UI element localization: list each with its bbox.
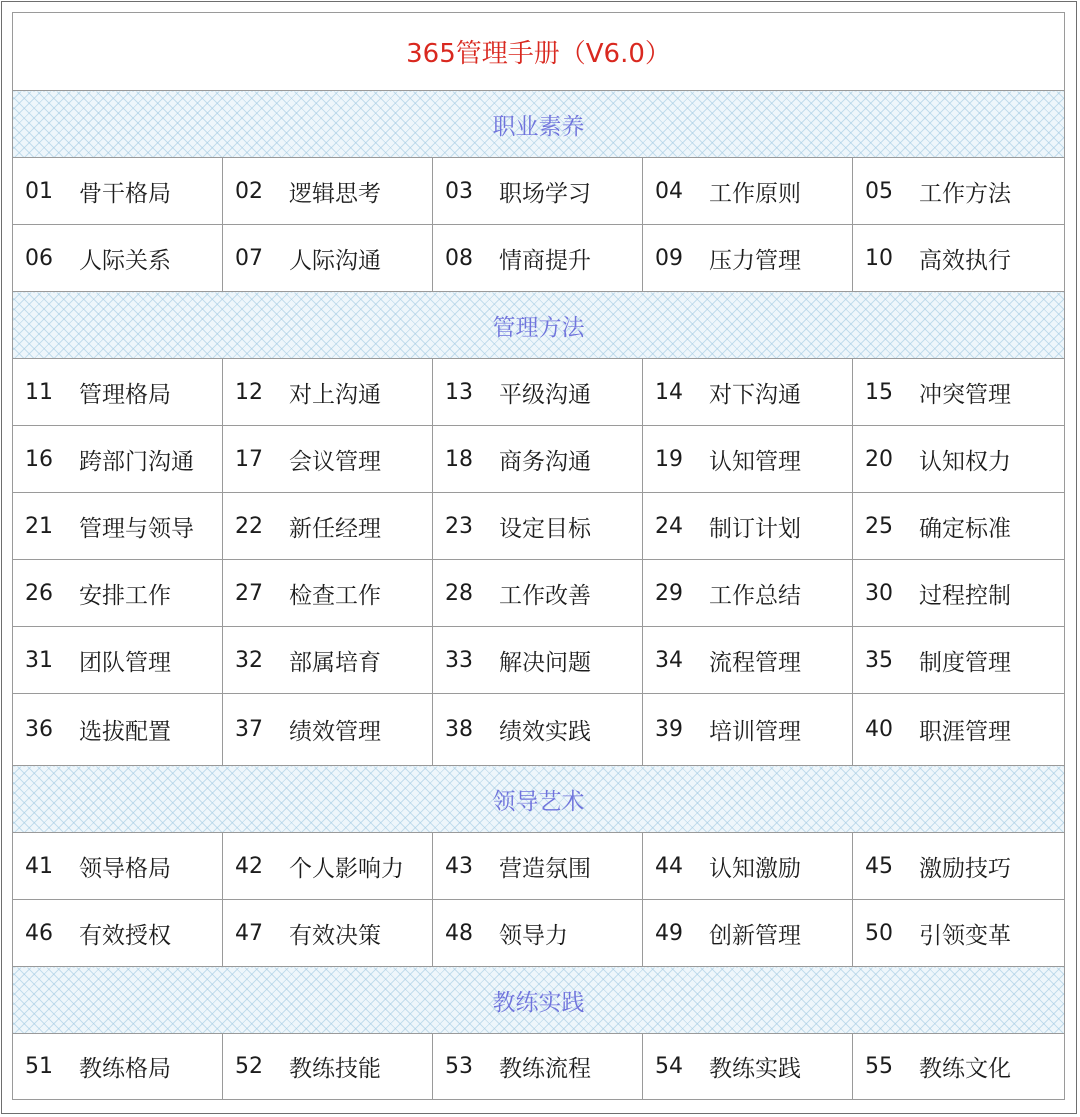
item-number: 17 (235, 446, 263, 472)
item-label: 情商提升 (499, 247, 591, 274)
item-cell (13, 359, 223, 426)
manual-item-link[interactable] (13, 510, 222, 543)
item-number: 02 (235, 178, 263, 204)
section-header: 领导艺术 (13, 766, 1065, 833)
item-cell (223, 225, 433, 292)
item-number: 43 (445, 853, 473, 879)
item-label: 工作方法 (919, 180, 1011, 207)
manual-item-link[interactable] (853, 1050, 1064, 1083)
item-cell (853, 900, 1065, 967)
item-row (13, 359, 1065, 426)
item-number: 47 (235, 920, 263, 946)
item-row (13, 627, 1065, 694)
item-label: 设定目标 (499, 515, 591, 542)
item-label: 绩效实践 (499, 719, 591, 745)
item-cell (433, 1034, 643, 1100)
manual-item-link[interactable] (223, 577, 432, 610)
manual-item-link[interactable] (433, 850, 642, 883)
item-cell (223, 426, 433, 493)
item-cell (853, 833, 1065, 900)
item-cell (433, 694, 643, 766)
item-row (13, 833, 1065, 900)
manual-item-link[interactable] (13, 242, 222, 275)
item-number: 32 (235, 647, 263, 673)
item-cell (853, 225, 1065, 292)
item-label: 引领变革 (919, 922, 1011, 949)
manual-item-link[interactable] (643, 175, 852, 208)
item-cell (223, 158, 433, 225)
item-label: 会议管理 (289, 448, 381, 475)
section-header: 教练实践 (13, 967, 1065, 1034)
manual-item-link[interactable] (13, 443, 222, 476)
item-cell (853, 158, 1065, 225)
manual-item-link[interactable] (853, 443, 1064, 476)
item-number: 55 (865, 1054, 893, 1079)
item-cell (223, 493, 433, 560)
item-cell (13, 158, 223, 225)
item-cell (643, 694, 853, 766)
item-number: 52 (235, 1054, 263, 1079)
item-label: 过程控制 (919, 582, 1011, 609)
item-cell (433, 833, 643, 900)
item-number: 22 (235, 513, 263, 539)
item-row (13, 158, 1065, 225)
item-number: 42 (235, 853, 263, 879)
item-cell (13, 694, 223, 766)
item-label: 流程管理 (709, 649, 801, 676)
item-label: 人际关系 (79, 247, 171, 274)
manual-item-link[interactable] (223, 175, 432, 208)
manual-item-link[interactable] (13, 644, 222, 677)
item-number: 36 (25, 717, 53, 742)
item-label: 检查工作 (289, 582, 381, 609)
item-number: 31 (25, 647, 53, 673)
item-cell (433, 627, 643, 694)
manual-item-link[interactable] (643, 850, 852, 883)
item-number: 20 (865, 446, 893, 472)
item-row (13, 694, 1065, 766)
manual-item-link[interactable] (853, 850, 1064, 883)
item-label: 个人影响力 (289, 855, 404, 882)
manual-item-link[interactable] (223, 917, 432, 950)
item-label: 对上沟通 (289, 381, 381, 408)
item-number: 13 (445, 379, 473, 405)
item-number: 14 (655, 379, 683, 405)
manual-item-link[interactable] (643, 713, 852, 746)
item-cell (643, 560, 853, 627)
item-row (13, 493, 1065, 560)
item-number: 10 (865, 245, 893, 271)
item-label: 激励技巧 (919, 855, 1011, 882)
item-cell (853, 627, 1065, 694)
manual-item-link[interactable] (643, 376, 852, 409)
item-cell (223, 900, 433, 967)
item-number: 38 (445, 717, 473, 742)
manual-item-link[interactable] (13, 1050, 222, 1083)
item-label: 选拔配置 (79, 719, 171, 745)
manual-item-link[interactable] (13, 713, 222, 746)
item-label: 培训管理 (709, 719, 801, 745)
item-label: 领导格局 (79, 855, 171, 882)
item-cell (223, 560, 433, 627)
item-label: 制订计划 (709, 515, 801, 542)
item-label: 有效决策 (289, 922, 381, 949)
item-number: 07 (235, 245, 263, 271)
item-number: 26 (25, 580, 53, 606)
item-label: 制度管理 (919, 649, 1011, 676)
manual-item-link[interactable] (853, 175, 1064, 208)
item-cell (853, 694, 1065, 766)
manual-item-link[interactable] (223, 242, 432, 275)
item-number: 03 (445, 178, 473, 204)
manual-item-link[interactable] (223, 376, 432, 409)
manual-item-link[interactable] (643, 510, 852, 543)
item-number: 54 (655, 1054, 683, 1079)
item-cell (433, 225, 643, 292)
item-number: 30 (865, 580, 893, 606)
item-number: 29 (655, 580, 683, 606)
item-number: 35 (865, 647, 893, 673)
item-row (13, 1034, 1065, 1100)
manual-item-link[interactable] (853, 644, 1064, 677)
manual-item-link[interactable] (13, 850, 222, 883)
item-label: 教练技能 (289, 1056, 381, 1082)
manual-item-link[interactable] (643, 577, 852, 610)
manual-item-link[interactable] (13, 577, 222, 610)
item-label: 营造氛围 (499, 855, 591, 882)
item-label: 跨部门沟通 (79, 448, 194, 475)
item-cell (643, 225, 853, 292)
item-number: 24 (655, 513, 683, 539)
item-number: 53 (445, 1054, 473, 1079)
item-label: 教练实践 (709, 1056, 801, 1082)
item-number: 05 (865, 178, 893, 204)
manual-item-link[interactable] (433, 577, 642, 610)
item-cell (643, 493, 853, 560)
item-cell (643, 900, 853, 967)
item-label: 对下沟通 (709, 381, 801, 408)
item-number: 51 (25, 1054, 53, 1079)
item-number: 49 (655, 920, 683, 946)
item-row (13, 225, 1065, 292)
item-number: 16 (25, 446, 53, 472)
item-label: 管理与领导 (79, 515, 194, 542)
manual-item-link[interactable] (643, 917, 852, 950)
item-label: 人际沟通 (289, 247, 381, 274)
manual-item-link[interactable] (853, 713, 1064, 746)
item-label: 职场学习 (499, 180, 591, 207)
item-number: 23 (445, 513, 473, 539)
manual-item-link[interactable] (433, 443, 642, 476)
item-number: 27 (235, 580, 263, 606)
item-number: 40 (865, 717, 893, 742)
item-label: 工作改善 (499, 582, 591, 609)
item-cell (13, 833, 223, 900)
manual-item-link[interactable] (433, 242, 642, 275)
item-cell (433, 900, 643, 967)
item-label: 职涯管理 (919, 719, 1011, 745)
manual-item-link[interactable] (13, 917, 222, 950)
item-cell (433, 426, 643, 493)
item-number: 41 (25, 853, 53, 879)
item-label: 工作总结 (709, 582, 801, 609)
item-label: 冲突管理 (919, 381, 1011, 408)
section-header: 职业素养 (13, 91, 1065, 158)
item-cell (433, 359, 643, 426)
item-cell (223, 694, 433, 766)
manual-table (12, 12, 1065, 1100)
item-label: 创新管理 (709, 922, 801, 949)
manual-item-link[interactable] (223, 713, 432, 746)
item-number: 37 (235, 717, 263, 742)
manual-item-link[interactable] (433, 376, 642, 409)
manual-item-link[interactable] (853, 376, 1064, 409)
item-cell (13, 493, 223, 560)
item-label: 骨干格局 (79, 180, 171, 207)
item-number: 50 (865, 920, 893, 946)
item-label: 新任经理 (289, 515, 381, 542)
manual-item-link[interactable] (13, 175, 222, 208)
item-number: 34 (655, 647, 683, 673)
item-label: 工作原则 (709, 180, 801, 207)
item-number: 12 (235, 379, 263, 405)
item-label: 确定标准 (919, 515, 1011, 542)
manual-item-link[interactable] (853, 917, 1064, 950)
item-cell (13, 426, 223, 493)
item-cell (643, 627, 853, 694)
item-number: 04 (655, 178, 683, 204)
manual-item-link[interactable] (433, 917, 642, 950)
item-label: 教练流程 (499, 1056, 591, 1082)
manual-item-link[interactable] (223, 510, 432, 543)
item-number: 19 (655, 446, 683, 472)
item-label: 商务沟通 (499, 448, 591, 475)
manual-item-link[interactable] (223, 443, 432, 476)
manual-item-link[interactable] (643, 644, 852, 677)
item-number: 33 (445, 647, 473, 673)
manual-item-link[interactable] (433, 1050, 642, 1083)
item-number: 18 (445, 446, 473, 472)
item-number: 45 (865, 853, 893, 879)
item-label: 领导力 (499, 922, 568, 949)
item-cell (643, 426, 853, 493)
item-cell (643, 359, 853, 426)
manual-item-link[interactable] (223, 850, 432, 883)
item-cell (223, 1034, 433, 1100)
section-header: 管理方法 (13, 292, 1065, 359)
item-number: 25 (865, 513, 893, 539)
item-number: 06 (25, 245, 53, 271)
item-number: 46 (25, 920, 53, 946)
item-cell (13, 627, 223, 694)
item-row (13, 426, 1065, 493)
item-number: 44 (655, 853, 683, 879)
item-label: 认知权力 (919, 448, 1011, 475)
manual-item-link[interactable] (643, 1050, 852, 1083)
item-number: 48 (445, 920, 473, 946)
item-number: 11 (25, 379, 53, 405)
manual-item-link[interactable] (643, 443, 852, 476)
item-cell (853, 426, 1065, 493)
item-cell (223, 627, 433, 694)
item-label: 解决问题 (499, 649, 591, 676)
item-number: 15 (865, 379, 893, 405)
item-label: 认知激励 (709, 855, 801, 882)
manual-item-link[interactable] (853, 510, 1064, 543)
item-number: 09 (655, 245, 683, 271)
item-cell (853, 493, 1065, 560)
item-number: 21 (25, 513, 53, 539)
manual-item-link[interactable] (433, 644, 642, 677)
item-cell (643, 1034, 853, 1100)
item-number: 01 (25, 178, 53, 204)
item-label: 平级沟通 (499, 381, 591, 408)
item-cell (433, 493, 643, 560)
item-label: 教练格局 (79, 1056, 171, 1082)
manual-item-link[interactable] (643, 242, 852, 275)
item-label: 逻辑思考 (289, 180, 381, 207)
item-cell (853, 359, 1065, 426)
item-number: 39 (655, 717, 683, 742)
item-cell (433, 158, 643, 225)
item-label: 部属培育 (289, 649, 381, 676)
manual-title: 365管理手册（V6.0） (13, 13, 1065, 91)
item-label: 教练文化 (919, 1056, 1011, 1082)
item-number: 28 (445, 580, 473, 606)
item-row (13, 560, 1065, 627)
item-cell (853, 1034, 1065, 1100)
item-cell (13, 900, 223, 967)
manual-item-link[interactable] (223, 644, 432, 677)
item-cell (13, 225, 223, 292)
item-label: 管理格局 (79, 381, 171, 408)
manual-item-link[interactable] (433, 510, 642, 543)
item-cell (433, 560, 643, 627)
manual-item-link[interactable] (433, 713, 642, 746)
item-label: 高效执行 (919, 247, 1011, 274)
item-label: 绩效管理 (289, 719, 381, 745)
manual-item-link[interactable] (853, 577, 1064, 610)
item-cell (223, 359, 433, 426)
manual-item-link[interactable] (853, 242, 1064, 275)
item-number: 08 (445, 245, 473, 271)
item-cell (643, 158, 853, 225)
item-cell (853, 560, 1065, 627)
item-label: 有效授权 (79, 922, 171, 949)
item-label: 认知管理 (709, 448, 801, 475)
manual-item-link[interactable] (433, 175, 642, 208)
manual-item-link[interactable] (223, 1050, 432, 1083)
item-cell (223, 833, 433, 900)
item-label: 压力管理 (709, 247, 801, 274)
item-cell (643, 833, 853, 900)
item-row (13, 900, 1065, 967)
manual-item-link[interactable] (13, 376, 222, 409)
item-label: 团队管理 (79, 649, 171, 676)
item-cell (13, 1034, 223, 1100)
item-cell (13, 560, 223, 627)
item-label: 安排工作 (79, 582, 171, 609)
